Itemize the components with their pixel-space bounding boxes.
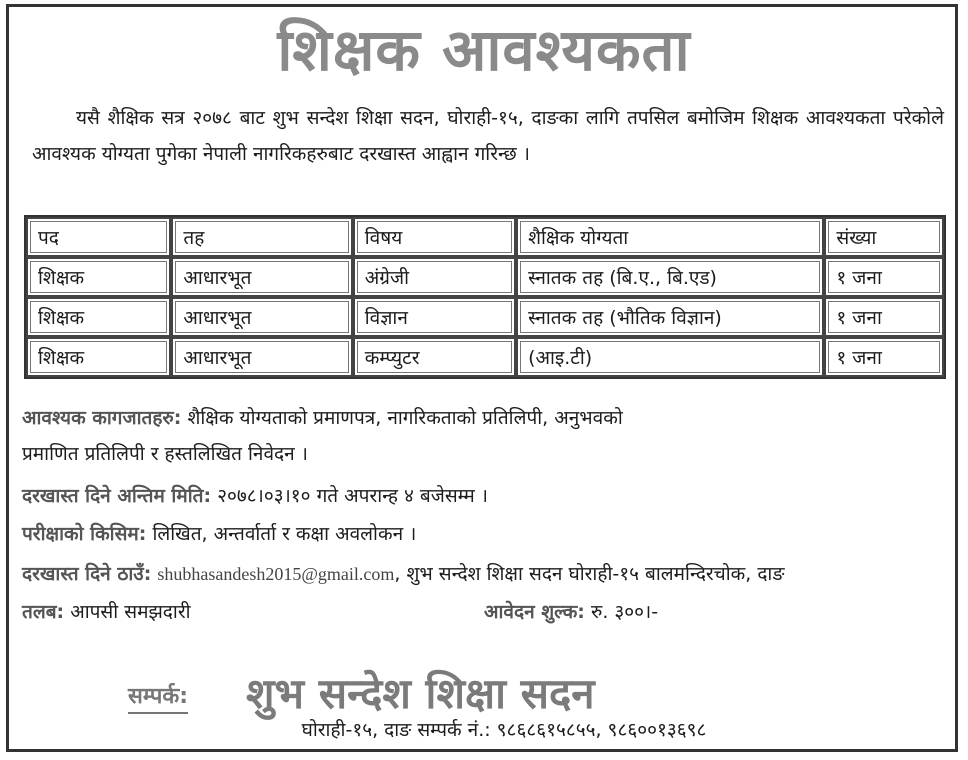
salary-label: तलब:	[22, 601, 65, 623]
header-subject: विषय	[353, 217, 516, 257]
cell-subject: अंग्रेजी	[353, 257, 516, 297]
cell-count: १ जना	[824, 297, 944, 337]
apply-place-value: , शुभ सन्देश शिक्षा सदन घोराही-१५ बालमन्दिरचोक, दाङ	[394, 563, 785, 585]
documents-line-2	[22, 440, 308, 466]
cell-post: शिक्षक	[26, 337, 171, 377]
table-row	[26, 257, 944, 297]
documents-label: आवश्यक कागजातहरु:	[22, 407, 182, 429]
cell-level: आधारभूत	[171, 297, 352, 337]
contact-label: सम्पर्क:	[128, 680, 188, 714]
cell-subject: कम्प्युटर	[353, 337, 516, 377]
cell-qualification: स्नातक तह (भौतिक विज्ञान)	[516, 297, 824, 337]
cell-count: १ जना	[824, 257, 944, 297]
cell-level: आधारभूत	[171, 257, 352, 297]
deadline-label: दरखास्त दिने अन्तिम मिति:	[22, 485, 212, 507]
cell-qualification: स्नातक तह (बि.ए., बि.एड)	[516, 257, 824, 297]
salary-value: आपसी समझदारी	[70, 601, 191, 623]
intro-paragraph: यसै शैक्षिक सत्र २०७८ बाट शुभ सन्देश शिक्षा सदन, घोराही-१५, दाङका लागि तपसिल बमोजिम शिक्षक आवश्यकता परेकोले आवश्यक योग्यता पुगेका नेपाली नागरिकहरुबाट दरखास्त आह्वान गरिन्छ ।	[32, 107, 944, 165]
table-row	[26, 297, 944, 337]
fee-label: आवेदन शुल्क:	[484, 601, 585, 623]
exam-value: लिखित, अन्तर्वार्ता र कक्षा अवलोकन ।	[152, 523, 417, 545]
email-link[interactable]: shubhasandesh2015@gmail.com	[157, 564, 395, 584]
table-row	[26, 337, 944, 377]
deadline-line	[22, 482, 488, 508]
cell-subject: विज्ञान	[353, 297, 516, 337]
header-post: पद	[26, 217, 171, 257]
cell-count: १ जना	[824, 337, 944, 377]
cell-post: शिक्षक	[26, 257, 171, 297]
cell-level: आधारभूत	[171, 337, 352, 377]
table-header-row	[26, 217, 944, 257]
header-count: संख्या	[824, 217, 944, 257]
header-level: तह	[171, 217, 352, 257]
contact-address: घोराही-१५, दाङ सम्पर्क नं.: ९८६८६१५८५५, ९८६००१३६९८	[301, 719, 707, 741]
documents-value: शैक्षिक योग्यताको प्रमाणपत्र, नागरिकताको प्रतिलिपी, अनुभवको	[187, 407, 623, 429]
exam-line	[22, 520, 416, 546]
notice-title: शिक्षक आवश्यकता	[277, 16, 691, 84]
documents-line	[22, 404, 623, 430]
vacancy-table	[24, 215, 946, 379]
apply-place-line	[22, 560, 784, 586]
documents-value-2: प्रमाणित प्रतिलिपी र हस्तलिखित निवेदन ।	[22, 443, 308, 465]
fee-line	[484, 598, 658, 624]
cell-qualification: (आइ.टी)	[516, 337, 824, 377]
salary-line	[22, 598, 191, 624]
exam-label: परीक्षाको किसिम:	[22, 523, 147, 545]
deadline-value: २०७८।०३।१० गते अपरान्ह ४ बजेसम्म ।	[217, 485, 488, 507]
apply-place-label: दरखास्त दिने ठाउँ:	[22, 563, 152, 585]
fee-value: रु. ३००।-	[590, 601, 659, 623]
header-qualification: शैक्षिक योग्यता	[516, 217, 824, 257]
cell-post: शिक्षक	[26, 297, 171, 337]
organization-name: शुभ सन्देश शिक्षा सदन	[246, 669, 595, 718]
